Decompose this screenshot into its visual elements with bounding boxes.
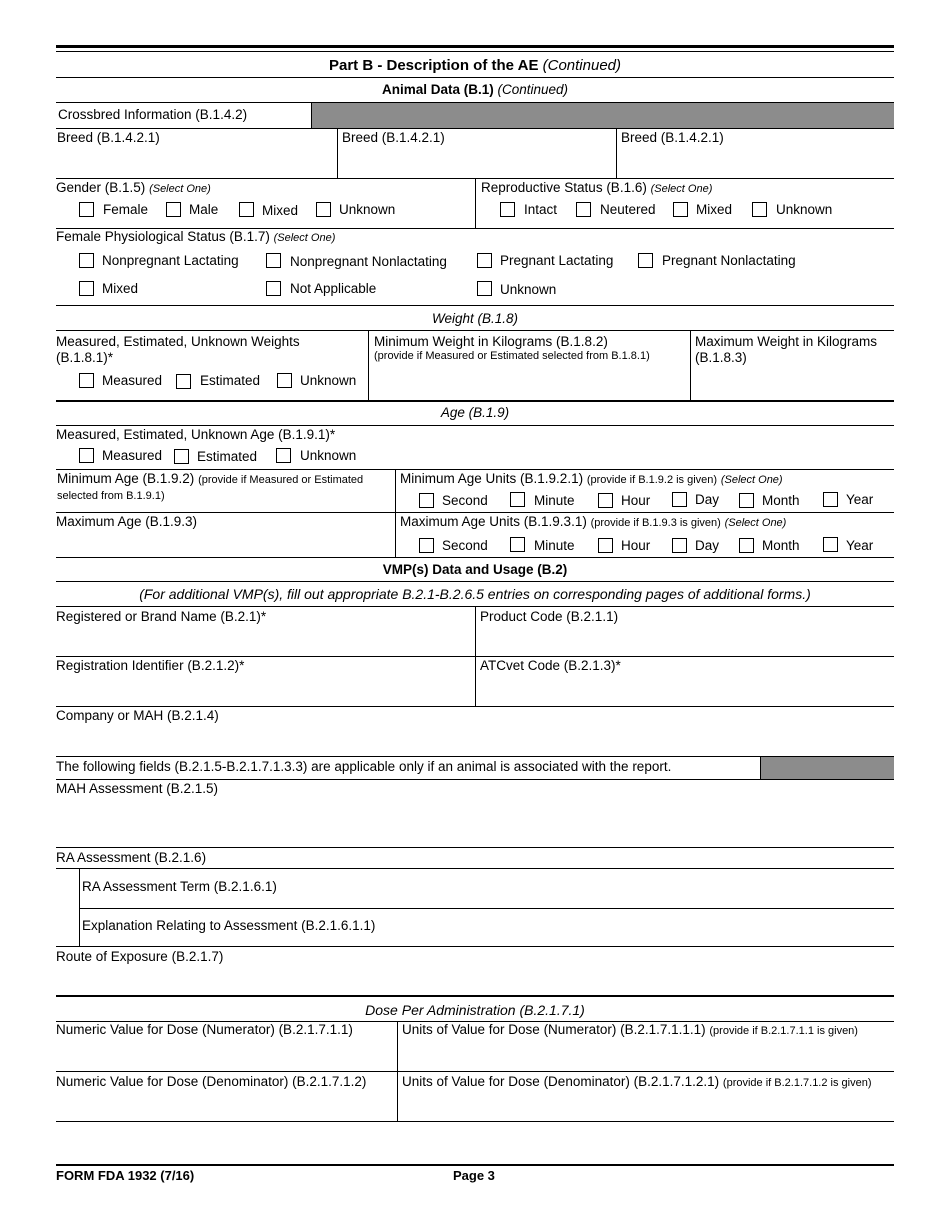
breed-label-3: Breed (B.1.4.2.1) — [621, 130, 724, 145]
age-max-units-label: Maximum Age Units (B.1.9.3.1) (provide if B.1.9.3 is given) (Select One) — [400, 514, 787, 529]
female-option: Unknown — [500, 282, 557, 297]
applicable-note: The following fields (B.2.1.5-B.2.1.7.1.3.3) are applicable only if an animal is associated with the report. — [56, 759, 672, 774]
rule — [337, 128, 338, 178]
weight-min-label: Minimum Weight in Kilograms (B.1.8.2) — [374, 334, 608, 349]
female-option: Nonpregnant Lactating — [102, 253, 239, 268]
age-max-label: Maximum Age (B.1.9.3) — [56, 514, 198, 529]
repro-unknown-checkbox[interactable] — [752, 202, 767, 217]
rule — [616, 128, 617, 178]
female-pregnant-nonlactating-checkbox[interactable] — [638, 253, 653, 268]
gender-unknown-checkbox[interactable] — [316, 202, 331, 217]
rule — [56, 512, 894, 513]
rule — [79, 908, 894, 909]
min-unit-month-checkbox[interactable] — [739, 493, 754, 508]
weight-measured-label-1: Measured, Estimated, Unknown Weights — [56, 334, 300, 349]
rule — [56, 305, 894, 306]
repro-neutered-checkbox[interactable] — [576, 202, 591, 217]
female-status-label: Female Physiological Status (B.1.7) (Select One) — [56, 229, 336, 244]
rule — [395, 469, 396, 557]
crossbred-label: Crossbred Information (B.1.4.2) — [58, 107, 248, 122]
unit-option: Minute — [534, 493, 575, 508]
min-unit-day-checkbox[interactable] — [672, 492, 687, 507]
form-number: FORM FDA 1932 (7/16) — [56, 1168, 195, 1183]
weight-max-label-2: (B.1.8.3) — [695, 350, 747, 365]
gray-band — [760, 757, 894, 779]
female-option: Mixed — [102, 281, 139, 296]
gender-option: Female — [103, 202, 149, 217]
female-option: Not Applicable — [290, 281, 377, 296]
max-unit-minute-checkbox[interactable] — [510, 537, 525, 552]
female-option: Pregnant Nonlactating — [662, 253, 796, 268]
max-unit-hour-checkbox[interactable] — [598, 538, 613, 553]
repro-option: Intact — [524, 202, 558, 217]
part-title: Part B - Description of the AE (Continued) — [328, 57, 622, 74]
rule — [56, 557, 894, 558]
unit-option: Day — [695, 492, 720, 507]
gray-band — [311, 103, 894, 128]
mah-assessment-label: MAH Assessment (B.2.1.5) — [56, 781, 219, 796]
product-code-label: Product Code (B.2.1.1) — [480, 609, 619, 624]
weight-estimated-checkbox[interactable] — [176, 374, 191, 389]
ra-term-label: RA Assessment Term (B.2.1.6.1) — [82, 879, 277, 894]
weight-option: Estimated — [200, 373, 261, 388]
gender-male-checkbox[interactable] — [166, 202, 181, 217]
max-unit-second-checkbox[interactable] — [419, 538, 434, 553]
unit-option: Hour — [621, 538, 651, 553]
dose-title: Dose Per Administration (B.2.1.7.1) — [365, 1002, 585, 1018]
weight-measured-label-2: (B.1.8.1)* — [56, 350, 114, 365]
rule — [56, 847, 894, 848]
unit-option: Hour — [621, 493, 651, 508]
female-option: Pregnant Lactating — [500, 253, 614, 268]
gender-option: Unknown — [339, 202, 396, 217]
weight-option: Measured — [102, 373, 163, 388]
unit-option: Month — [762, 538, 800, 553]
gender-mixed-checkbox[interactable] — [239, 202, 254, 217]
weight-min-note: (provide if Measured or Estimated selected from B.1.8.1) — [374, 350, 650, 362]
rule — [690, 330, 691, 400]
age-option: Estimated — [197, 449, 258, 464]
unit-option: Minute — [534, 538, 575, 553]
age-option: Measured — [102, 448, 163, 463]
rule — [56, 1121, 894, 1122]
age-unknown-checkbox[interactable] — [276, 448, 291, 463]
unit-option: Month — [762, 493, 800, 508]
dose-denominator-label: Numeric Value for Dose (Denominator) (B.2.1.7.1.2) — [56, 1074, 367, 1089]
female-option: Nonpregnant Nonlactating — [290, 254, 447, 269]
rule — [56, 469, 894, 470]
age-measured-checkbox[interactable] — [79, 448, 94, 463]
breed-label-2: Breed (B.1.4.2.1) — [342, 130, 445, 145]
animal-data-title: Animal Data (B.1) (Continued) — [381, 82, 569, 97]
min-unit-minute-checkbox[interactable] — [510, 492, 525, 507]
unit-option: Year — [846, 538, 874, 553]
repro-mixed-checkbox[interactable] — [673, 202, 688, 217]
unit-option: Second — [442, 493, 488, 508]
vmp-title: VMP(s) Data and Usage (B.2) — [382, 562, 568, 577]
rule — [56, 1164, 894, 1166]
female-pregnant-lactating-checkbox[interactable] — [477, 253, 492, 268]
min-unit-hour-checkbox[interactable] — [598, 493, 613, 508]
weight-measured-checkbox[interactable] — [79, 373, 94, 388]
unit-option: Year — [846, 492, 874, 507]
unit-option: Second — [442, 538, 488, 553]
weight-title: Weight (B.1.8) — [431, 311, 519, 326]
age-option: Unknown — [300, 448, 357, 463]
age-min-note-2: selected from B.1.9.1) — [57, 490, 165, 502]
age-min-label: Minimum Age (B.1.9.2) (provide if Measured or Estimated — [57, 471, 364, 486]
gender-option: Mixed — [262, 203, 299, 218]
female-unknown-checkbox[interactable] — [477, 281, 492, 296]
rule — [56, 330, 894, 331]
age-measured-label: Measured, Estimated, Unknown Age (B.1.9.1)* — [56, 427, 336, 442]
rule — [56, 1071, 894, 1072]
dose-numerator-units-label: Units of Value for Dose (Numerator) (B.2.1.7.1.1.1) (provide if B.2.1.7.1.1 is given) — [402, 1022, 858, 1037]
female-mixed-checkbox[interactable] — [79, 281, 94, 296]
rule — [56, 425, 894, 426]
brand-name-label: Registered or Brand Name (B.2.1)* — [56, 609, 267, 624]
company-label: Company or MAH (B.2.1.4) — [56, 708, 219, 723]
rule — [56, 946, 894, 947]
explanation-label: Explanation Relating to Assessment (B.2.1.6.1.1) — [82, 918, 376, 933]
rule — [56, 995, 894, 997]
weight-option: Unknown — [300, 373, 357, 388]
unit-option: Day — [695, 538, 720, 553]
rule — [56, 581, 894, 582]
rule — [475, 178, 476, 228]
female-nonpregnant-nonlactating-checkbox[interactable] — [266, 253, 281, 268]
top-rule — [56, 45, 894, 48]
repro-option: Neutered — [600, 202, 656, 217]
page-number: Page 3 — [453, 1168, 495, 1183]
max-unit-month-checkbox[interactable] — [739, 538, 754, 553]
min-unit-second-checkbox[interactable] — [419, 493, 434, 508]
weight-unknown-checkbox[interactable] — [277, 373, 292, 388]
female-nonpregnant-lactating-checkbox[interactable] — [79, 253, 94, 268]
rule — [368, 330, 369, 400]
breed-label-1: Breed (B.1.4.2.1) — [57, 130, 160, 145]
gender-option: Male — [189, 202, 219, 217]
dose-numerator-label: Numeric Value for Dose (Numerator) (B.2.1.7.1.1) — [56, 1022, 353, 1037]
rule — [56, 868, 894, 869]
max-unit-year-checkbox[interactable] — [823, 537, 838, 552]
age-min-units-label: Minimum Age Units (B.1.9.2.1) (provide if B.1.9.2 is given) (Select One) — [400, 471, 783, 486]
gender-female-checkbox[interactable] — [79, 202, 94, 217]
gender-label: Gender (B.1.5) (Select One) — [56, 180, 211, 195]
max-unit-day-checkbox[interactable] — [672, 538, 687, 553]
weight-max-label-1: Maximum Weight in Kilograms — [695, 334, 878, 349]
min-unit-year-checkbox[interactable] — [823, 492, 838, 507]
rule — [56, 706, 894, 707]
repro-option: Mixed — [696, 202, 733, 217]
age-estimated-checkbox[interactable] — [174, 449, 189, 464]
rule — [56, 128, 894, 129]
rule — [56, 779, 894, 780]
vmp-note: (For additional VMP(s), fill out appropriate B.2.1-B.2.6.5 entries on corresponding pages of additional forms.) — [139, 586, 811, 602]
rule — [56, 77, 894, 78]
dose-denominator-units-label: Units of Value for Dose (Denominator) (B.2.1.7.1.2.1) (provide if B.2.1.7.1.2 is given) — [402, 1074, 872, 1089]
female-not-applicable-checkbox[interactable] — [266, 281, 281, 296]
rule — [56, 400, 894, 402]
rule — [311, 103, 312, 128]
registration-id-label: Registration Identifier (B.2.1.2)* — [56, 658, 245, 673]
top-rule-2 — [56, 51, 894, 52]
repro-intact-checkbox[interactable] — [500, 202, 515, 217]
repro-option: Unknown — [776, 202, 833, 217]
age-title: Age (B.1.9) — [440, 405, 510, 420]
repro-label: Reproductive Status (B.1.6) (Select One) — [481, 180, 713, 195]
ra-assessment-label: RA Assessment (B.2.1.6) — [56, 850, 207, 865]
route-label: Route of Exposure (B.2.1.7) — [56, 949, 224, 964]
rule — [56, 656, 894, 657]
rule — [760, 757, 761, 779]
atcvet-label: ATCvet Code (B.2.1.3)* — [480, 658, 621, 673]
